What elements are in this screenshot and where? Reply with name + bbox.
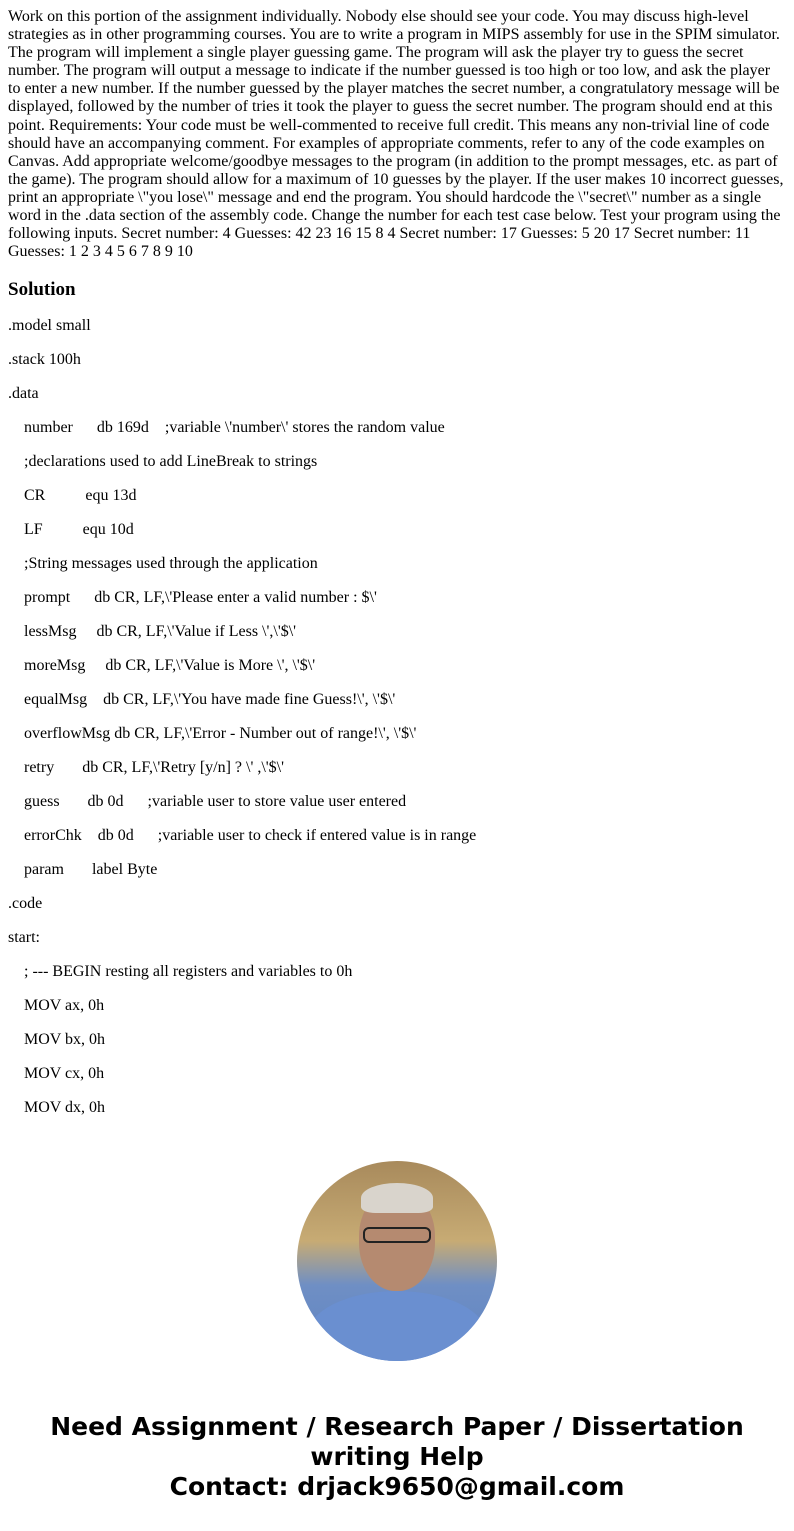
- document: [0, 8, 794, 1117]
- code-line: .data: [8, 385, 39, 403]
- code-line: ; --- BEGIN resting all registers and variables to 0h: [24, 963, 353, 981]
- code-line: MOV cx, 0h: [24, 1065, 105, 1083]
- code-line: .stack 100h: [8, 351, 81, 369]
- code-line: guess db 0d ;variable user to store value user entered: [24, 793, 407, 811]
- code-line: param label Byte: [24, 861, 158, 879]
- code-line: retry db CR, LF,\'Retry [y/n] ? \' ,\'$\': [24, 759, 284, 777]
- code-line: .model small: [8, 317, 91, 335]
- code-line: ;declarations used to add LineBreak to strings: [24, 453, 318, 471]
- code-line: .code: [8, 895, 43, 913]
- code-line: LF equ 10d: [24, 521, 134, 539]
- code-line: equalMsg db CR, LF,\'You have made fine Guess!\', \'$\': [24, 691, 396, 709]
- code-line: number db 169d ;variable \'number\' stores the random value: [24, 419, 445, 437]
- question-text: Work on this portion of the assignment individually. Nobody else should see your code. You may discuss high-level strategies as in other programming courses. You are to write a program in MIPS assembly for use in the SPIM simulator. The program will implement a single player guessing game. The program will ask the player try to guess the secret number. The program will output a message to indicate if the number guessed is too high or too low, and ask the player to enter a new number. If the number guessed by the player matches the secret number, a congratulatory message will be displayed, followed by the number of tries it took the player to guess the secret number. The program should end at this point. Requirements: Your code must be well-commented to receive full credit. This means any non-trivial line of code should have an accompanying comment. For examples of appropriate comments, refer to any of the code examples on Canvas. Add appropriate welcome/goodbye messages to the program (in addition to the prompt messages, etc. as part of the game). The program should allow for a maximum of 10 guesses by the player. If the user makes 10 incorrect guesses, print an appropriate \"you lose\" message and end the program. You should hardcode the \"secret\" number as a single word in the .data section of the assembly code. Change the number for each test case below. Test your program using the following inputs. Secret number: 4 Guesses: 42 23 16 15 8 4 Secret number: 17 Guesses: 5 20 17 Secret number: 11 Guesses: 1 2 3 4 5 6 7 8 9 10: [8, 8, 784, 261]
- photo-hair: [361, 1183, 433, 1213]
- code-line: MOV ax, 0h: [24, 997, 105, 1015]
- code-line: errorChk db 0d ;variable user to check if entered value is in range: [24, 827, 477, 845]
- code-block: [8, 317, 786, 1117]
- code-line: lessMsg db CR, LF,\'Value if Less \',\'$\': [24, 623, 297, 641]
- code-line: start:: [8, 929, 40, 947]
- author-photo: [297, 1161, 497, 1361]
- code-line: prompt db CR, LF,\'Please enter a valid number : $\': [24, 589, 377, 607]
- code-line: moreMsg db CR, LF,\'Value is More \', \'$\': [24, 657, 316, 675]
- photo-glasses: [363, 1227, 431, 1243]
- code-line: MOV dx, 0h: [24, 1099, 106, 1117]
- solution-heading: Solution: [8, 279, 76, 301]
- code-line: MOV bx, 0h: [24, 1031, 106, 1049]
- footer-line: Need Assignment / Research Paper / Dissertation: [50, 1412, 744, 1441]
- code-line: ;String messages used through the application: [24, 555, 318, 573]
- footer-contact: Contact: drjack9650@gmail.com: [169, 1472, 625, 1501]
- contact-footer: [0, 1412, 794, 1502]
- code-line: overflowMsg db CR, LF,\'Error - Number out of range!\', \'$\': [24, 725, 417, 743]
- footer-line: writing Help: [310, 1442, 484, 1471]
- photo-shirt: [307, 1291, 487, 1361]
- code-line: CR equ 13d: [24, 487, 137, 505]
